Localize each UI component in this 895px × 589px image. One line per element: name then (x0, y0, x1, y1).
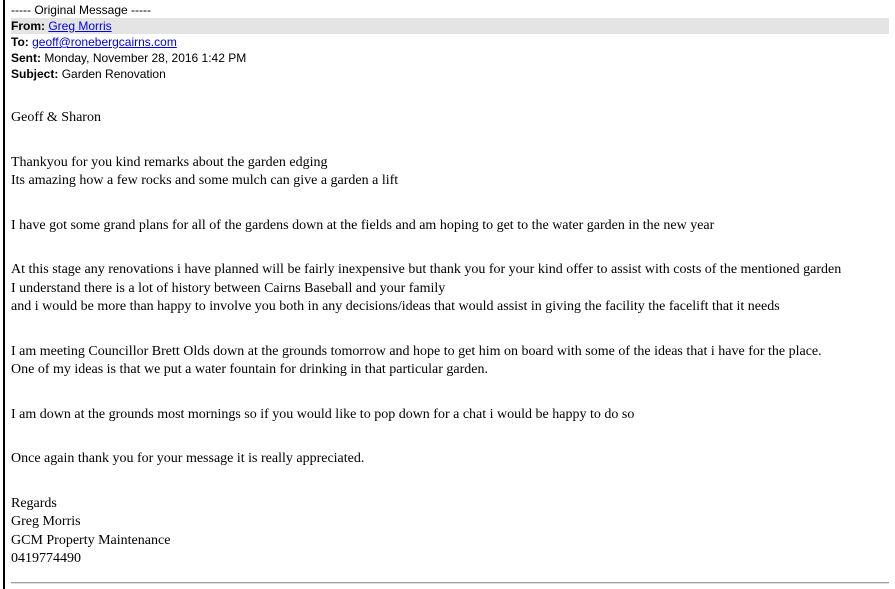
body-line: and i would be more than happy to involve you both in any decisions/ideas that would assist in giving the facility the facelift that it needs (11, 299, 780, 314)
subject-label: Subject: (11, 67, 59, 81)
message-body (11, 109, 893, 569)
body-line: I have got some grand plans for all of the gardens down at the fields and am hoping to get to the water garden in the new year (11, 217, 715, 233)
signature-line: Greg Morris (11, 514, 81, 529)
quote-bar (3, 0, 5, 589)
sent-value: Monday, November 28, 2016 1:42 PM (44, 51, 247, 65)
body-line: I am down at the grounds most mornings so if you would like to pop down for a chat i would be happy to do so (11, 406, 635, 422)
subject-value: Garden Renovation (61, 67, 166, 81)
body-line: Its amazing how a few rocks and some mulch can give a garden a lift (11, 173, 399, 188)
body-line: I am meeting Councillor Brett Olds down at the grounds tomorrow and hope to get him on board with some of the ideas that i have for the place. (11, 343, 822, 359)
body-line: Once again thank you for your message it is really appreciated. (11, 451, 365, 466)
to-link[interactable]: geoff@ronebergcairns.com (32, 35, 177, 49)
to-row (11, 34, 889, 50)
signature-line: GCM Property Maintenance (11, 532, 171, 548)
signature-line: 0419774490 (11, 551, 81, 566)
greeting: Geoff & Sharon (11, 110, 101, 125)
subject-row (11, 66, 889, 82)
sent-row (11, 50, 889, 66)
signature-line: Regards (11, 495, 57, 511)
to-label: To: (11, 35, 29, 49)
from-link[interactable]: Greg Morris (48, 19, 112, 33)
original-message-label: ----- Original Message ----- (11, 3, 152, 17)
from-row (11, 18, 889, 34)
from-label: From: (11, 19, 45, 33)
divider (11, 582, 889, 584)
body-line: One of my ideas is that we put a water fountain for drinking in that particular garden. (11, 362, 489, 377)
sent-label: Sent: (11, 51, 41, 65)
original-message-header (11, 2, 889, 82)
body-line: I understand there is a lot of history between Cairns Baseball and your family (11, 280, 446, 296)
body-line: At this stage any renovations i have planned will be fairly inexpensive but thank you for your kind offer to assist with costs of the mentioned garden (11, 262, 842, 277)
body-line: Thankyou for you kind remarks about the garden edging (11, 154, 328, 170)
